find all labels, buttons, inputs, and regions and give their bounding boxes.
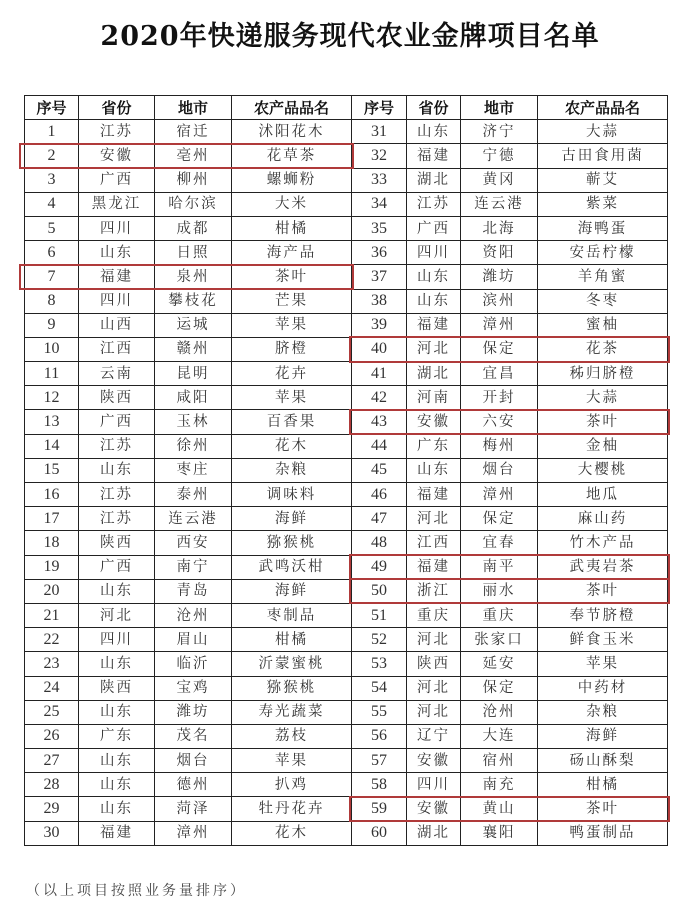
left-no-cell: 22 [25,628,79,652]
right-product-cell: 竹木产品 [538,531,668,555]
left-no-cell: 13 [25,410,79,434]
left-city-cell: 潍坊 [155,700,232,724]
left-province-cell: 四川 [79,289,155,313]
left-city-cell: 枣庄 [155,458,232,482]
right-product-cell: 鲜食玉米 [538,628,668,652]
right-no-cell: 41 [352,362,407,386]
right-province-cell: 陕西 [407,652,461,676]
right-no-cell: 32 [352,144,407,168]
table-row [25,821,668,845]
left-province-cell: 山东 [79,458,155,482]
right-city-cell: 张家口 [461,628,538,652]
left-product-cell: 扒鸡 [232,773,352,797]
table-row [25,192,668,216]
left-product-cell: 苹果 [232,749,352,773]
left-no-cell: 27 [25,749,79,773]
table-row [25,434,668,458]
left-city-cell: 成都 [155,216,232,240]
table-row [25,289,668,313]
left-province-cell: 山东 [79,579,155,603]
left-city-cell: 茂名 [155,724,232,748]
right-no-cell: 33 [352,168,407,192]
left-product-cell: 枣制品 [232,603,352,627]
table-row [25,603,668,627]
left-no-cell: 28 [25,773,79,797]
left-no-cell: 1 [25,120,79,144]
left-product-cell: 海鲜 [232,579,352,603]
right-province-cell: 山东 [407,120,461,144]
left-city-cell: 漳州 [155,821,232,845]
right-product-cell: 鸭蛋制品 [538,821,668,845]
right-no-cell: 38 [352,289,407,313]
table-row [25,458,668,482]
right-city-cell: 保定 [461,676,538,700]
right-city-cell: 梅州 [461,434,538,458]
right-product-cell: 古田食用菌 [538,144,668,168]
left-province-cell: 福建 [79,265,155,289]
left-product-cell: 武鸣沃柑 [232,555,352,579]
table-row [25,773,668,797]
left-city-cell: 连云港 [155,507,232,531]
left-product-cell: 花木 [232,434,352,458]
table-row [25,410,668,434]
right-no-cell: 57 [352,749,407,773]
right-province-cell: 河南 [407,386,461,410]
left-province-cell: 山东 [79,773,155,797]
right-product-cell: 羊角蜜 [538,265,668,289]
table-row [25,337,668,361]
table-row [25,483,668,507]
right-province-cell: 福建 [407,144,461,168]
right-city-cell: 济宁 [461,120,538,144]
right-city-cell: 开封 [461,386,538,410]
right-city-cell: 黄山 [461,797,538,821]
right-city-cell: 宿州 [461,749,538,773]
left-no-cell: 23 [25,652,79,676]
left-no-cell: 2 [25,144,79,168]
table-row [25,144,668,168]
right-province-cell: 山东 [407,458,461,482]
left-city-cell: 泰州 [155,483,232,507]
left-province-cell: 陕西 [79,676,155,700]
right-city-cell: 北海 [461,216,538,240]
left-city-cell: 日照 [155,241,232,265]
table-row [25,652,668,676]
left-product-cell: 杂粮 [232,458,352,482]
left-province-cell: 山东 [79,700,155,724]
right-no-cell: 58 [352,773,407,797]
left-province-cell: 陕西 [79,531,155,555]
right-no-cell: 36 [352,241,407,265]
page-title: 2020年快递服务现代农业金牌项目名单 [100,21,600,52]
right-product-cell: 冬枣 [538,289,668,313]
left-product-cell: 苹果 [232,386,352,410]
left-product-cell: 花草茶 [232,144,352,168]
left-city-cell: 德州 [155,773,232,797]
right-no-cell: 44 [352,434,407,458]
right-product-cell: 大樱桃 [538,458,668,482]
left-city-cell: 玉林 [155,410,232,434]
right-province-cell: 河北 [407,700,461,724]
left-no-cell: 18 [25,531,79,555]
left-no-cell: 16 [25,483,79,507]
right-province-cell: 四川 [407,241,461,265]
right-province-cell: 山东 [407,265,461,289]
right-province-cell: 广西 [407,216,461,240]
left-city-cell: 咸阳 [155,386,232,410]
gold-project-table-container [24,95,667,846]
left-no-cell: 5 [25,216,79,240]
right-product-cell: 大蒜 [538,386,668,410]
right-no-cell: 49 [352,555,407,579]
right-no-cell: 54 [352,676,407,700]
right-no-cell: 31 [352,120,407,144]
right-city-cell: 宜昌 [461,362,538,386]
right-city-cell: 黄冈 [461,168,538,192]
right-product-cell: 柑橘 [538,773,668,797]
right-no-cell: 40 [352,337,407,361]
table-row [25,628,668,652]
left-city-cell: 沧州 [155,603,232,627]
right-no-cell: 55 [352,700,407,724]
right-no-cell: 52 [352,628,407,652]
right-product-cell: 海鲜 [538,724,668,748]
left-product-cell: 螺蛳粉 [232,168,352,192]
right-product-cell: 茶叶 [538,579,668,603]
left-province-cell: 山东 [79,797,155,821]
left-no-cell: 3 [25,168,79,192]
left-product-cell: 芒果 [232,289,352,313]
table-row [25,120,668,144]
table-row [25,216,668,240]
left-province-cell: 江苏 [79,507,155,531]
gold-project-table [24,95,668,846]
table-row [25,579,668,603]
left-no-cell: 6 [25,241,79,265]
right-city-cell: 漳州 [461,483,538,507]
left-product-cell: 花卉 [232,362,352,386]
right-province-cell: 辽宁 [407,724,461,748]
right-product-cell: 茶叶 [538,410,668,434]
right-province-cell: 河北 [407,676,461,700]
left-province-cell: 江西 [79,337,155,361]
right-province-cell: 福建 [407,483,461,507]
left-province-cell: 山西 [79,313,155,337]
right-city-cell: 漳州 [461,313,538,337]
left-province-cell: 广西 [79,410,155,434]
right-province-cell: 安徽 [407,749,461,773]
left-product-cell: 百香果 [232,410,352,434]
table-row [25,700,668,724]
left-city-cell: 宿迁 [155,120,232,144]
table-row [25,386,668,410]
table-row [25,555,668,579]
left-product-cell: 柑橘 [232,216,352,240]
table-header-row [25,96,668,120]
table-row [25,507,668,531]
right-no-cell: 35 [352,216,407,240]
right-product-cell: 地瓜 [538,483,668,507]
left-province-cell: 四川 [79,216,155,240]
right-city-cell: 重庆 [461,603,538,627]
right-product-cell: 海鸭蛋 [538,216,668,240]
right-product-cell: 花茶 [538,337,668,361]
left-province-cell: 河北 [79,603,155,627]
right-province-cell: 福建 [407,555,461,579]
right-no-cell: 48 [352,531,407,555]
table-row [25,749,668,773]
right-city-cell: 南充 [461,773,538,797]
left-product-cell: 大米 [232,192,352,216]
table-row [25,313,668,337]
right-product-cell: 苹果 [538,652,668,676]
left-province-cell: 山东 [79,652,155,676]
left-no-cell: 26 [25,724,79,748]
header-city-left: 地市 [155,96,232,120]
left-province-cell: 广东 [79,724,155,748]
right-province-cell: 江西 [407,531,461,555]
left-no-cell: 15 [25,458,79,482]
right-province-cell: 浙江 [407,579,461,603]
header-product-right: 农产品品名 [538,96,668,120]
right-product-cell: 武夷岩茶 [538,555,668,579]
right-city-cell: 资阳 [461,241,538,265]
left-province-cell: 云南 [79,362,155,386]
right-city-cell: 宜春 [461,531,538,555]
table-row [25,265,668,289]
right-province-cell: 安徽 [407,797,461,821]
left-province-cell: 江苏 [79,120,155,144]
table-row [25,168,668,192]
left-province-cell: 黑龙江 [79,192,155,216]
left-city-cell: 菏泽 [155,797,232,821]
right-city-cell: 丽水 [461,579,538,603]
left-city-cell: 运城 [155,313,232,337]
left-no-cell: 25 [25,700,79,724]
left-city-cell: 赣州 [155,337,232,361]
left-city-cell: 哈尔滨 [155,192,232,216]
left-city-cell: 青岛 [155,579,232,603]
left-no-cell: 19 [25,555,79,579]
right-city-cell: 延安 [461,652,538,676]
right-city-cell: 襄阳 [461,821,538,845]
left-product-cell: 柑橘 [232,628,352,652]
left-product-cell: 沭阳花木 [232,120,352,144]
right-product-cell: 秭归脐橙 [538,362,668,386]
left-product-cell: 猕猴桃 [232,531,352,555]
left-province-cell: 山东 [79,749,155,773]
right-city-cell: 宁德 [461,144,538,168]
table-row [25,724,668,748]
left-no-cell: 30 [25,821,79,845]
left-city-cell: 昆明 [155,362,232,386]
right-product-cell: 杂粮 [538,700,668,724]
right-city-cell: 保定 [461,337,538,361]
right-product-cell: 蜜柚 [538,313,668,337]
left-product-cell: 海鲜 [232,507,352,531]
right-no-cell: 37 [352,265,407,289]
right-city-cell: 潍坊 [461,265,538,289]
table-row [25,676,668,700]
right-product-cell: 蕲艾 [538,168,668,192]
right-city-cell: 沧州 [461,700,538,724]
left-province-cell: 广西 [79,555,155,579]
right-province-cell: 河北 [407,507,461,531]
left-no-cell: 24 [25,676,79,700]
right-city-cell: 保定 [461,507,538,531]
right-no-cell: 39 [352,313,407,337]
right-province-cell: 广东 [407,434,461,458]
right-no-cell: 47 [352,507,407,531]
footnote: （以上项目按照业务量排序） [26,883,247,899]
right-product-cell: 麻山药 [538,507,668,531]
left-no-cell: 12 [25,386,79,410]
left-no-cell: 20 [25,579,79,603]
left-city-cell: 亳州 [155,144,232,168]
right-city-cell: 滨州 [461,289,538,313]
left-city-cell: 柳州 [155,168,232,192]
right-city-cell: 烟台 [461,458,538,482]
left-city-cell: 攀枝花 [155,289,232,313]
left-city-cell: 烟台 [155,749,232,773]
left-no-cell: 7 [25,265,79,289]
left-city-cell: 西安 [155,531,232,555]
right-no-cell: 45 [352,458,407,482]
left-no-cell: 4 [25,192,79,216]
left-product-cell: 花木 [232,821,352,845]
right-no-cell: 60 [352,821,407,845]
left-product-cell: 沂蒙蜜桃 [232,652,352,676]
right-product-cell: 中药材 [538,676,668,700]
left-no-cell: 8 [25,289,79,313]
left-no-cell: 14 [25,434,79,458]
header-province-left: 省份 [79,96,155,120]
left-no-cell: 29 [25,797,79,821]
left-province-cell: 安徽 [79,144,155,168]
header-no-right: 序号 [352,96,407,120]
right-no-cell: 59 [352,797,407,821]
right-province-cell: 湖北 [407,821,461,845]
left-city-cell: 泉州 [155,265,232,289]
left-no-cell: 9 [25,313,79,337]
table-row [25,241,668,265]
right-province-cell: 湖北 [407,362,461,386]
table-body [25,120,668,846]
left-product-cell: 牡丹花卉 [232,797,352,821]
table-row [25,531,668,555]
right-product-cell: 砀山酥梨 [538,749,668,773]
right-province-cell: 河北 [407,337,461,361]
header-no-left: 序号 [25,96,79,120]
right-product-cell: 紫菜 [538,192,668,216]
right-no-cell: 46 [352,483,407,507]
right-province-cell: 安徽 [407,410,461,434]
left-city-cell: 眉山 [155,628,232,652]
left-product-cell: 寿光蔬菜 [232,700,352,724]
header-province-right: 省份 [407,96,461,120]
right-province-cell: 湖北 [407,168,461,192]
right-province-cell: 江苏 [407,192,461,216]
right-province-cell: 重庆 [407,603,461,627]
left-product-cell: 茶叶 [232,265,352,289]
right-no-cell: 34 [352,192,407,216]
left-city-cell: 徐州 [155,434,232,458]
right-product-cell: 安岳柠檬 [538,241,668,265]
left-product-cell: 苹果 [232,313,352,337]
right-province-cell: 四川 [407,773,461,797]
left-province-cell: 山东 [79,241,155,265]
left-city-cell: 宝鸡 [155,676,232,700]
header-city-right: 地市 [461,96,538,120]
header-product-left: 农产品品名 [232,96,352,120]
right-province-cell: 河北 [407,628,461,652]
right-city-cell: 南平 [461,555,538,579]
left-product-cell: 海产品 [232,241,352,265]
right-no-cell: 43 [352,410,407,434]
left-province-cell: 四川 [79,628,155,652]
right-no-cell: 51 [352,603,407,627]
left-city-cell: 临沂 [155,652,232,676]
right-no-cell: 42 [352,386,407,410]
left-province-cell: 广西 [79,168,155,192]
left-province-cell: 江苏 [79,434,155,458]
left-product-cell: 脐橙 [232,337,352,361]
right-province-cell: 山东 [407,289,461,313]
right-product-cell: 大蒜 [538,120,668,144]
right-city-cell: 六安 [461,410,538,434]
left-city-cell: 南宁 [155,555,232,579]
left-product-cell: 猕猴桃 [232,676,352,700]
right-product-cell: 奉节脐橙 [538,603,668,627]
right-no-cell: 50 [352,579,407,603]
left-no-cell: 11 [25,362,79,386]
right-no-cell: 53 [352,652,407,676]
left-no-cell: 10 [25,337,79,361]
left-province-cell: 福建 [79,821,155,845]
left-province-cell: 江苏 [79,483,155,507]
left-no-cell: 21 [25,603,79,627]
right-city-cell: 大连 [461,724,538,748]
table-row [25,797,668,821]
table-row [25,362,668,386]
left-product-cell: 调味料 [232,483,352,507]
left-no-cell: 17 [25,507,79,531]
left-province-cell: 陕西 [79,386,155,410]
right-no-cell: 56 [352,724,407,748]
left-product-cell: 荔枝 [232,724,352,748]
right-product-cell: 茶叶 [538,797,668,821]
right-city-cell: 连云港 [461,192,538,216]
right-province-cell: 福建 [407,313,461,337]
right-product-cell: 金柚 [538,434,668,458]
